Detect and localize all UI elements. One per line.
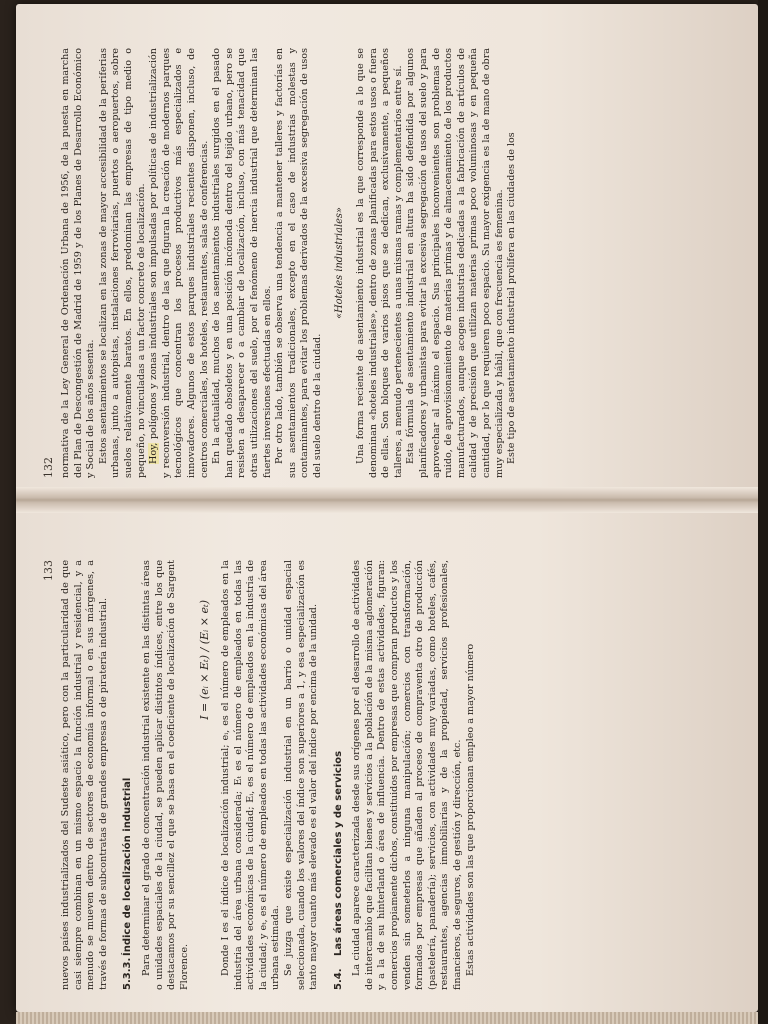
formula: I = (eᵢ × Eₜ) / (Eᵢ × eₜ) <box>198 600 212 720</box>
book-gutter <box>16 487 758 513</box>
page-text <box>60 48 519 478</box>
highlighted-word: Hoy, <box>148 442 160 464</box>
paragraph: Este tipo de asentamiento industrial prolifera en las ciudades de los <box>506 132 518 464</box>
page-number: 132 <box>42 457 55 478</box>
subsection-title: «Hoteles industriales» <box>334 207 346 319</box>
paragraph: Una forma reciente de asentamiento industrial es la que corresponde a lo que se denominan «hoteles industriales», dentro de zonas planificadas para estos usos o fuera de ellas. Son bloques de varios pisos que se dedican, exclusivamente, a pequeños talleres, a menudo pertenecientes a unas mismas ramas y complementarios entre sí. <box>355 48 404 478</box>
paragraph: Por otro lado, también se observa una tendencia a mantener talleres y factorías en sus asentamientos tradicionales, excepto en el caso de industrias molestas y contaminantes, para evitar los problemas derivados de la excesiva segregación de usos del suelo dentro de la ciudad. <box>274 48 323 478</box>
paragraph: Estas actividades son las que proporcionan empleo a mayor número <box>464 643 476 976</box>
section-heading: 5.3.3.Índice de localización industrial <box>122 777 134 990</box>
paragraph: Para determinar el grado de concentración industrial existente en las distintas áreas o unidades espaciales de la ciudad, se pueden aplicar distintos índices, entre los que destacamos por su sencillez el que se basa en el coeficiente de localización de Sargent Florence. <box>140 560 190 990</box>
paragraph: nuevos países industrializados del Sudeste asiático, pero con la particularidad de que casi siempre combinan en un mismo espacio la función industrial y residencial, y a menudo se mueven dentro de sectores de economía informal o en sus márgenes, a través de formas de subcontratas de grandes empresas o de piratería industrial. <box>60 560 109 990</box>
page-edges <box>16 1012 758 1024</box>
paragraph: La ciudad aparece caracterizada desde sus orígenes por el desarrollo de actividades de intercambio que facilitan bienes y servicios a la población de la misma aglomeración y a la de su hinterland o área de influencia. Dentro de estas actividades, figuran: comercios propiamente dichos, constituidos por empresas que compran productos y los venden sin someterlos a ninguna manipulación; comercios con transformación, formados por empresas que añaden al proceso de compraventa otro de producción (pastelería, panadería); servicios, con actividades muy variadas, como hoteles, cafés, restaurantes, agencias inmobiliarias y de la propiedad, servicios profesionales, financieros, de seguros, de gestión y dirección, etc. <box>351 560 464 990</box>
paragraph: normativa de la Ley General de Ordenación Urbana de 1956, de la puesta en marcha del Plan de Descongestión de Madrid de 1959 y de los Planes de Desarrollo Económico y Social de los años sesenta. <box>60 48 97 478</box>
paragraph: Hoy, polígonos y zonas industriales son impulsadas por políticas de industrialización y reconversión industrial, dentro de las que figuran la creación de modernos parques tecnológicos que concentran los procesos productivos más especializados e innovadores. Algunos de estos parques industriales recientes disponen, incluso, de centros comerciales, los hoteles, restaurantes, salas de conferencias. <box>148 48 210 478</box>
paragraph: En la actualidad, muchos de los asentamientos industriales surgidos en el pasado han quedado obsoletos y en una posición incómoda dentro del tejido urbano, pero se resisten a desaparecer o a cambiar de localización, incluso, con más tenacidad que otras utilizaciones del suelo, por el fenómeno de inercia industrial que determinan las fuertes inversiones efectuadas en ellos. <box>211 48 273 478</box>
paragraph: Donde I es el índice de localización industrial; eᵢ, es el número de empleados en la industria del área urbana considerada; Eₜ es el número de empleados en todas las actividades económicas de la ciudad; Eᵢ, es el número de empleados en la industria de la ciudad; y eₜ, es el número de empleados en todas las actividades económicas del área urbana estimada. <box>219 560 282 990</box>
page-text <box>60 560 477 990</box>
page-132 <box>42 48 762 478</box>
paragraph: Estos asentamientos se localizan en las zonas de mayor accesibilidad de la periferias urbanas, junto a autopistas, instalaciones ferroviarias, puertos o aeropuertos, sobre suelos relativamente baratos. En ellos, predominan las empresas de tipo medio o pequeño, no vinculadas a un factor concreto de localización. <box>97 48 147 478</box>
page-133 <box>42 560 762 990</box>
section-heading: 5.4.Las áreas comerciales y de servicios <box>332 750 344 990</box>
paragraph: Esta fórmula de asentamiento industrial en altura ha sido defendida por algunos planificadores y urbanistas para evitar la excesiva segregación de usos del suelo y para aprovechar al máximo el espacio. Sus principales inconvenientes son problemas de ruido, de aprovisionamiento de materias primas y de almacenamiento de los productos manufacturados, aunque acogen industrias dedicadas a la fabricación de artículos de calidad y de precisión que utilizan materias primas poco voluminosas y en pequeña cantidad, por lo que requieren poco espacio. Su mayor exigencia es la de mano de obra muy especializada y hábil, que con frecuencia es femenina. <box>405 48 505 478</box>
paragraph: Se juzga que existe especialización industrial en un barrio o unidad espacial seleccionada, cuando los valores del índice son superiores a 1, y esa especialización es tanto mayor cuanto más elevado es el valor del índice por encima de la unidad. <box>282 560 320 990</box>
page-number: 133 <box>42 560 55 581</box>
